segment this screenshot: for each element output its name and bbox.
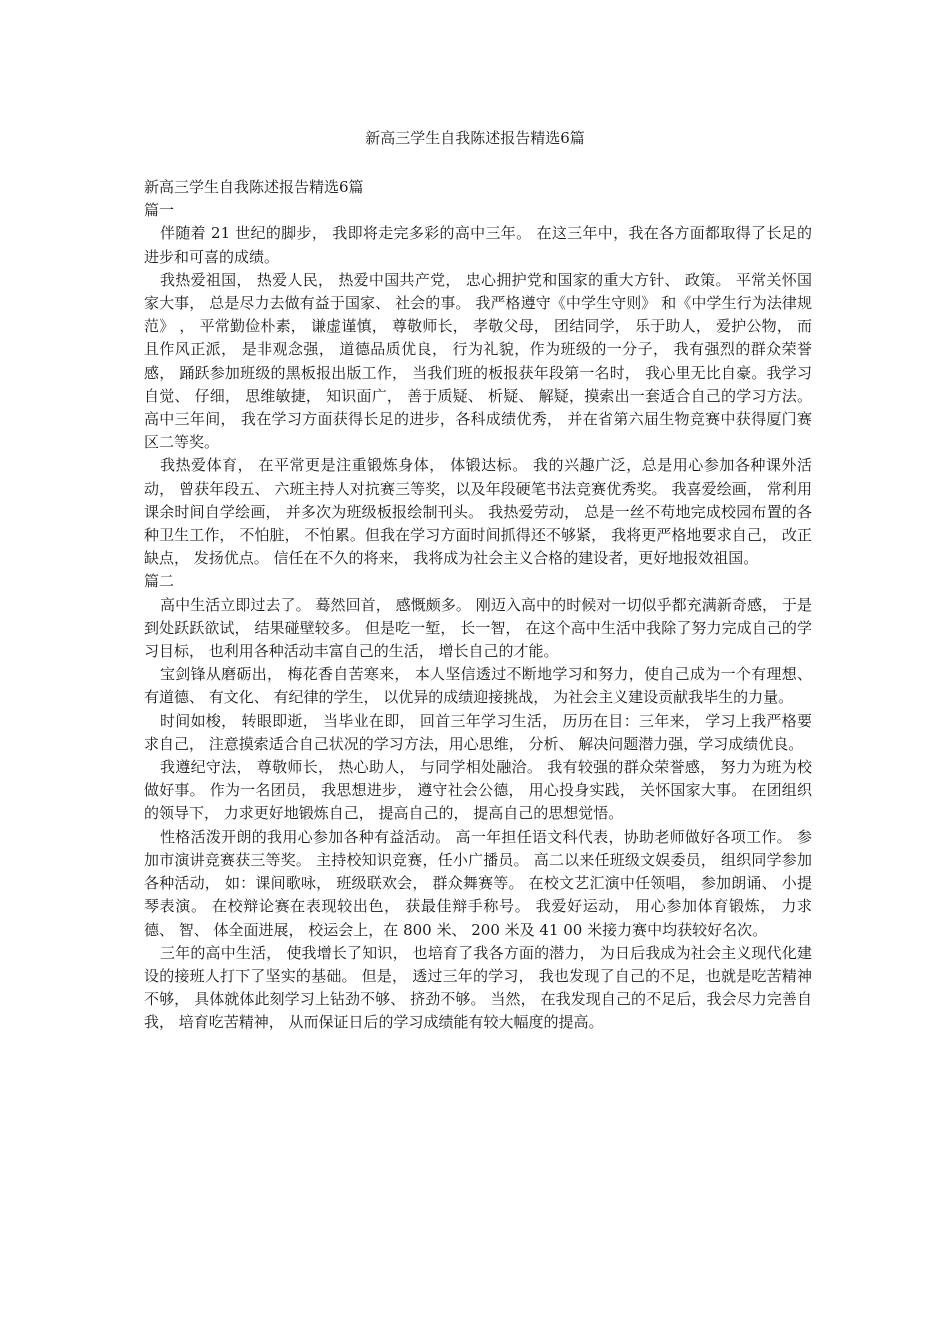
paragraph-8: 性格活泼开朗的我用心参加各种有益活动。 高一年担任语文科代表，协助老师做好各项工作。 参加市演讲竞赛获三等奖。 主持校知识竞赛，任小广播员。 高二以来任班级文娱委员， 组织同学参加各种活动， 如：课间歌咏， 班级联欢会， 群众舞赛等。 在校文艺汇演中任领唱， 参加朗诵、 小提琴表演。 在校辩论赛在表现较出色， 获最佳辩手称号。 我爱好运动， 用心参加体育锻炼， 力求德、 智、 体全面进展， 校运会上，在 800 米、 200 米及 41 00 米接力赛中均获较好名次。	[144, 827, 812, 939]
paragraph-2: 我热爱祖国， 热爱人民， 热爱中国共产党， 忠心拥护党和国家的重大方针、 政策。 平常关怀国家大事， 总是尽力去做有益于国家、 社会的事。 我严格遵守《中学生守则》 和《中学生行为法律规范》 ， 平常勤俭朴素， 谦虚谨慎， 尊敬师长， 孝敬父母， 团结同学， 乐于助人， 爱护公物， 而且作风正派， 是非观念强， 道德品质优良， 行为礼貌，作为班级的一分子， 我有强烈的群众荣誉感， 踊跃参加班级的黑板报出版工作， 当我们班的板报获年段第一名时， 我心里无比自豪。我学习自觉、 仔细， 思维敏捷， 知识面广， 善于质疑、 析疑、 解疑，摸索出一套适合自己的学习方法。 高中三年间， 我在学习方面获得长足的进步，各科成绩优秀， 并在省第六届生物竞赛中获得厦门赛区二等奖。	[144, 270, 812, 452]
paragraph-7: 我遵纪守法， 尊敬师长， 热心助人， 与同学相处融洽。 我有较强的群众荣誉感， 努力为班为校做好事。 作为一名团员， 我思想进步， 遵守社会公德， 用心投身实践， 关怀国家大事。 在团组织的领导下， 力求更好地锻炼自己， 提高自己的， 提高自己的思想觉悟。	[144, 758, 812, 823]
paragraph-6: 时间如梭， 转眼即逝， 当毕业在即， 回首三年学习生活， 历历在目：三年来， 学习上我严格要求自己， 注意摸索适合自己状况的学习方法，用心思维， 分析、 解决问题潜力强，学习成绩优良。	[144, 711, 812, 753]
document-body	[144, 176, 812, 1035]
paragraph-4: 高中生活立即过去了。 蓦然回首， 感慨颇多。 刚迈入高中的时候对一切似乎都充满新奇感， 于是到处跃跃欲试， 结果碰壁较多。 但是吃一堑， 长一智， 在这个高中生活中我除了努力完成自己的学习目标， 也利用各种活动丰富自己的生活， 增长自己的才能。	[144, 595, 812, 661]
paragraph-9: 三年的高中生活， 使我增长了知识， 也培育了我各方面的潜力， 为日后我成为社会主义现代化建设的接班人打下了坚实的基础。 但是， 透过三年的学习， 我也发现了自己的不足，也就是吃苦精神不够， 具体就体此刻学习上钻劲不够、 挤劲不够。 当然， 在我发现自己的不足后，我会尽力完善自我， 培育吃苦精神， 从而保证日后的学习成绩能有较大幅度的提高。	[144, 943, 812, 1032]
paragraph-3: 我热爱体育， 在平常更是注重锻炼身体， 体锻达标。 我的兴趣广泛，总是用心参加各种课外活动， 曾获年段五、 六班主持人对抗赛三等奖，以及年段硬笔书法竞赛优秀奖。 我喜爱绘画， 常利用课余时间自学绘画， 并多次为班级板报绘制刊头。 我热爱劳动， 总是一丝不苟地完成校园布置的各种卫生工作， 不怕脏， 不怕累。但我在学习方面时间抓得还不够紧， 我将更严格地要求自己， 改正缺点， 发扬优点。 信任在不久的将来， 我将成为社会主义合格的建设者，更好地报效祖国。	[144, 456, 812, 568]
paragraph-5: 宝剑锋从磨砺出， 梅花香自苦寒来， 本人坚信透过不断地学习和努力，使自己成为一个有理想、 有道德、 有文化、 有纪律的学生， 以优异的成绩迎接挑战， 为社会主义建设贡献我毕生的力量。	[144, 665, 812, 707]
paragraph-1: 伴随着 21 世纪的脚步， 我即将走完多彩的高中三年。 在这三年中，我在各方面都取得了长足的进步和可喜的成绩。	[144, 224, 812, 266]
document-title: 新高三学生自我陈述报告精选6篇	[365, 129, 585, 147]
section-label-2: 篇二	[144, 572, 175, 591]
section-label-1: 篇一	[144, 201, 175, 220]
document-heading: 新高三学生自我陈述报告精选6篇	[144, 178, 364, 196]
